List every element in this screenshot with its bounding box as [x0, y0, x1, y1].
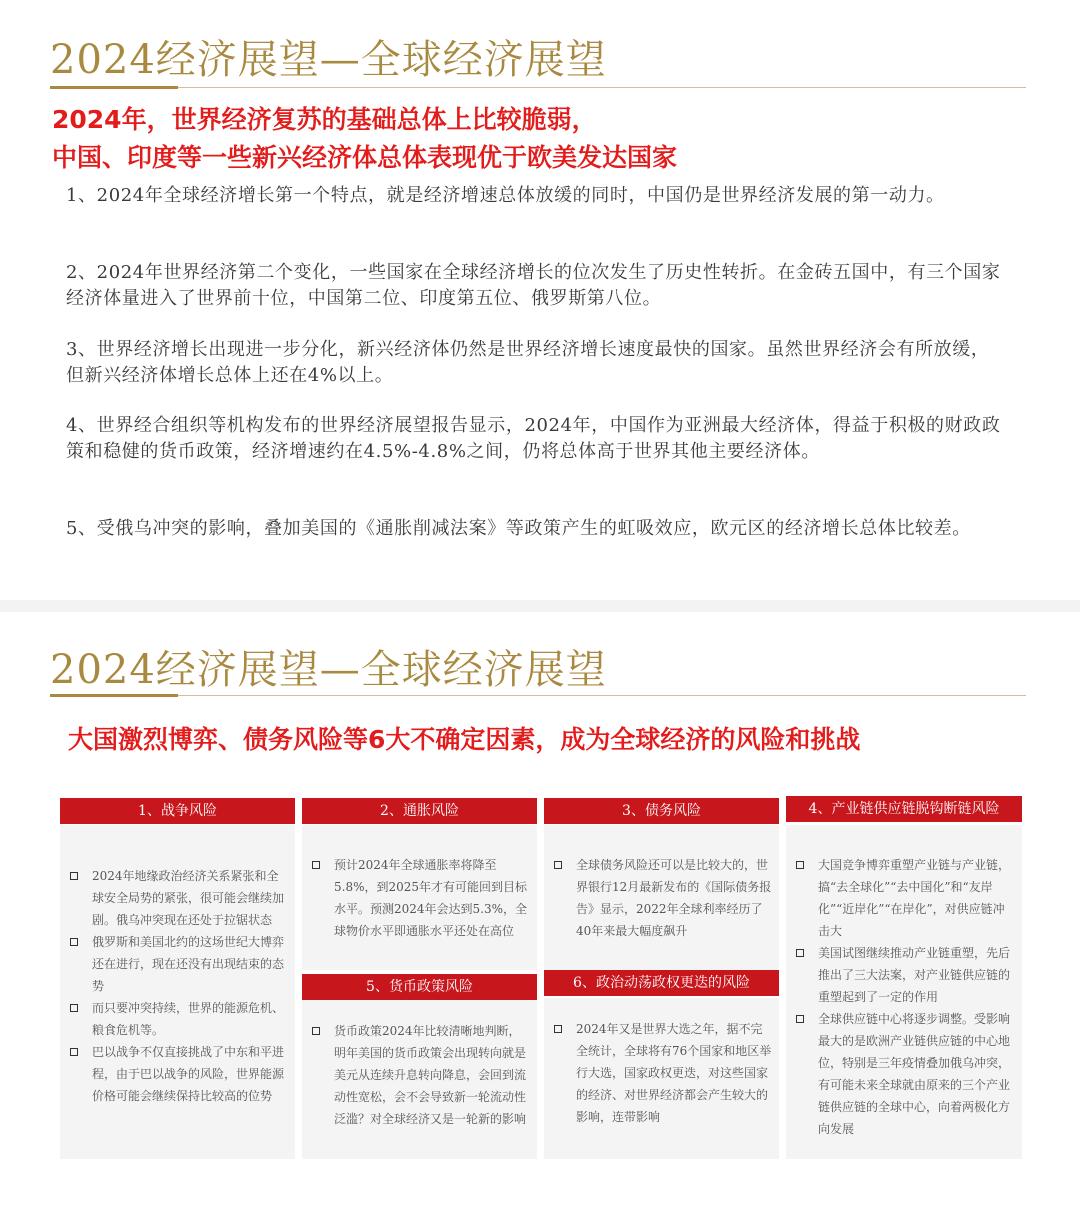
list-item: 全球供应链中心将逐步调整。受影响最大的是欧洲产业链供应链的中心地位，特别是三年疫情叠加俄乌冲突，有可能未来全球就由原来的三个产业链供应链的全球中心，向着两极化方向发展 — [792, 1008, 1016, 1140]
list-item: 大国竞争博弈重塑产业链与产业链，搞“去全球化”“去中国化”和“友岸化”“近岸化”“在岸化”，对供应链冲击大 — [792, 854, 1016, 942]
title-divider — [50, 695, 1026, 696]
title-accent-bar — [50, 86, 178, 89]
headline-line-1: 2024年，世界经济复苏的基础总体上比较脆弱， — [52, 105, 597, 134]
list-item: 预计2024年全球通胀率将降至5.8%，到2025年才有可能回到目标水平。预测2024年会达到5.3%，全球物价水平即通胀水平还处在高位 — [308, 854, 530, 942]
slide-1 — [0, 0, 1080, 600]
list-item: 全球债务风险还可以是比较大的，世界银行12月最新发布的《国际债务报告》显示，2022年全球利率经历了40年来最大幅度飙升 — [550, 854, 772, 942]
slide-2 — [0, 612, 1080, 1214]
paragraph-4: 4、世界经合组织等机构发布的世界经济展望报告显示，2024年，中国作为亚洲最大经济体，得益于积极的财政政策和稳健的货币政策，经济增速约在4.5%-4.8%之间，仍将总体高于世界其他主要经济体。 — [66, 415, 1001, 462]
checkbox-bullet-icon — [70, 1048, 78, 1056]
slide-separator — [0, 600, 1080, 612]
list-item: 2024年地缘政治经济关系紧张和全球安全局势的紧张，很可能会继续加剧。俄乌冲突现在还处于拉锯状态 — [66, 865, 286, 931]
list-item: 而只要冲突持续，世界的能源危机、粮食危机等。 — [66, 997, 286, 1041]
checkbox-bullet-icon — [312, 1027, 320, 1035]
war-risk-list — [66, 865, 286, 1107]
debt-risk-list — [550, 854, 772, 942]
checkbox-bullet-icon — [70, 1004, 78, 1012]
war-risk-header: 1、战争风险 — [60, 798, 295, 824]
checkbox-bullet-icon — [796, 1015, 804, 1023]
paragraph-5: 5、受俄乌冲突的影响，叠加美国的《通胀削减法案》等政策产生的虹吸效应，欧元区的经济增长总体比较差。 — [66, 518, 971, 539]
slide-1-title: 2024经济展望—全球经济展望 — [50, 37, 607, 83]
checkbox-bullet-icon — [554, 861, 562, 869]
title-accent-bar — [50, 694, 178, 697]
checkbox-bullet-icon — [796, 861, 804, 869]
supply-chain-risk-header: 4、产业链供应链脱钩断链风险 — [786, 796, 1022, 822]
monetary-risk-header: 5、货币政策风险 — [302, 974, 537, 1000]
paragraph-2: 2、2024年世界经济第二个变化，一些国家在全球经济增长的位次发生了历史性转折。在金砖五国中，有三个国家经济体量进入了世界前十位，中国第二位、印度第五位、俄罗斯第八位。 — [66, 262, 1001, 309]
debt-risk-header: 3、债务风险 — [544, 798, 779, 824]
list-item: 俄罗斯和美国北约的这场世纪大博弈还在进行，现在还没有出现结束的态势 — [66, 931, 286, 997]
checkbox-bullet-icon — [796, 949, 804, 957]
checkbox-bullet-icon — [312, 861, 320, 869]
title-divider — [50, 87, 1026, 88]
slide-2-headline: 大国激烈博弈、债务风险等6大不确定因素，成为全球经济的风险和挑战 — [68, 725, 861, 754]
political-risk-list — [550, 1018, 772, 1128]
political-risk-header: 6、政治动荡政权更迭的风险 — [544, 970, 779, 996]
list-item: 2024年又是世界大选之年，据不完全统计，全球将有76个国家和地区举行大选，国家政权更迭，对这些国家的经济、对世界经济都会产生较大的影响，连带影响 — [550, 1018, 772, 1128]
checkbox-bullet-icon — [70, 872, 78, 880]
inflation-risk-header: 2、通胀风险 — [302, 798, 537, 824]
paragraph-1: 1、2024年全球经济增长第一个特点，就是经济增速总体放缓的同时，中国仍是世界经济发展的第一动力。 — [66, 185, 945, 206]
monetary-risk-list — [308, 1020, 530, 1130]
inflation-risk-list — [308, 854, 530, 942]
paragraph-3: 3、世界经济增长出现进一步分化，新兴经济体仍然是世界经济增长速度最快的国家。虽然世界经济会有所放缓，但新兴经济体增长总体上还在4%以上。 — [66, 339, 990, 386]
checkbox-bullet-icon — [70, 938, 78, 946]
list-item: 巴以战争不仅直接挑战了中东和平进程，由于巴以战争的风险，世界能源价格可能会继续保持比较高的位势 — [66, 1041, 286, 1107]
headline-line-2: 中国、印度等一些新兴经济体总体表现优于欧美发达国家 — [52, 143, 678, 172]
checkbox-bullet-icon — [554, 1025, 562, 1033]
slide-2-title: 2024经济展望—全球经济展望 — [50, 647, 607, 693]
list-item: 美国试图继续推动产业链重塑，先后推出了三大法案，对产业链供应链的重塑起到了一定的作用 — [792, 942, 1016, 1008]
supply-chain-risk-list — [792, 854, 1016, 1140]
list-item: 货币政策2024年比较清晰地判断，明年美国的货币政策会出现转向就是美元从连续升息转向降息，会回到流动性宽松，会不会导致新一轮流动性泛滥？对全球经济又是一轮新的影响 — [308, 1020, 530, 1130]
